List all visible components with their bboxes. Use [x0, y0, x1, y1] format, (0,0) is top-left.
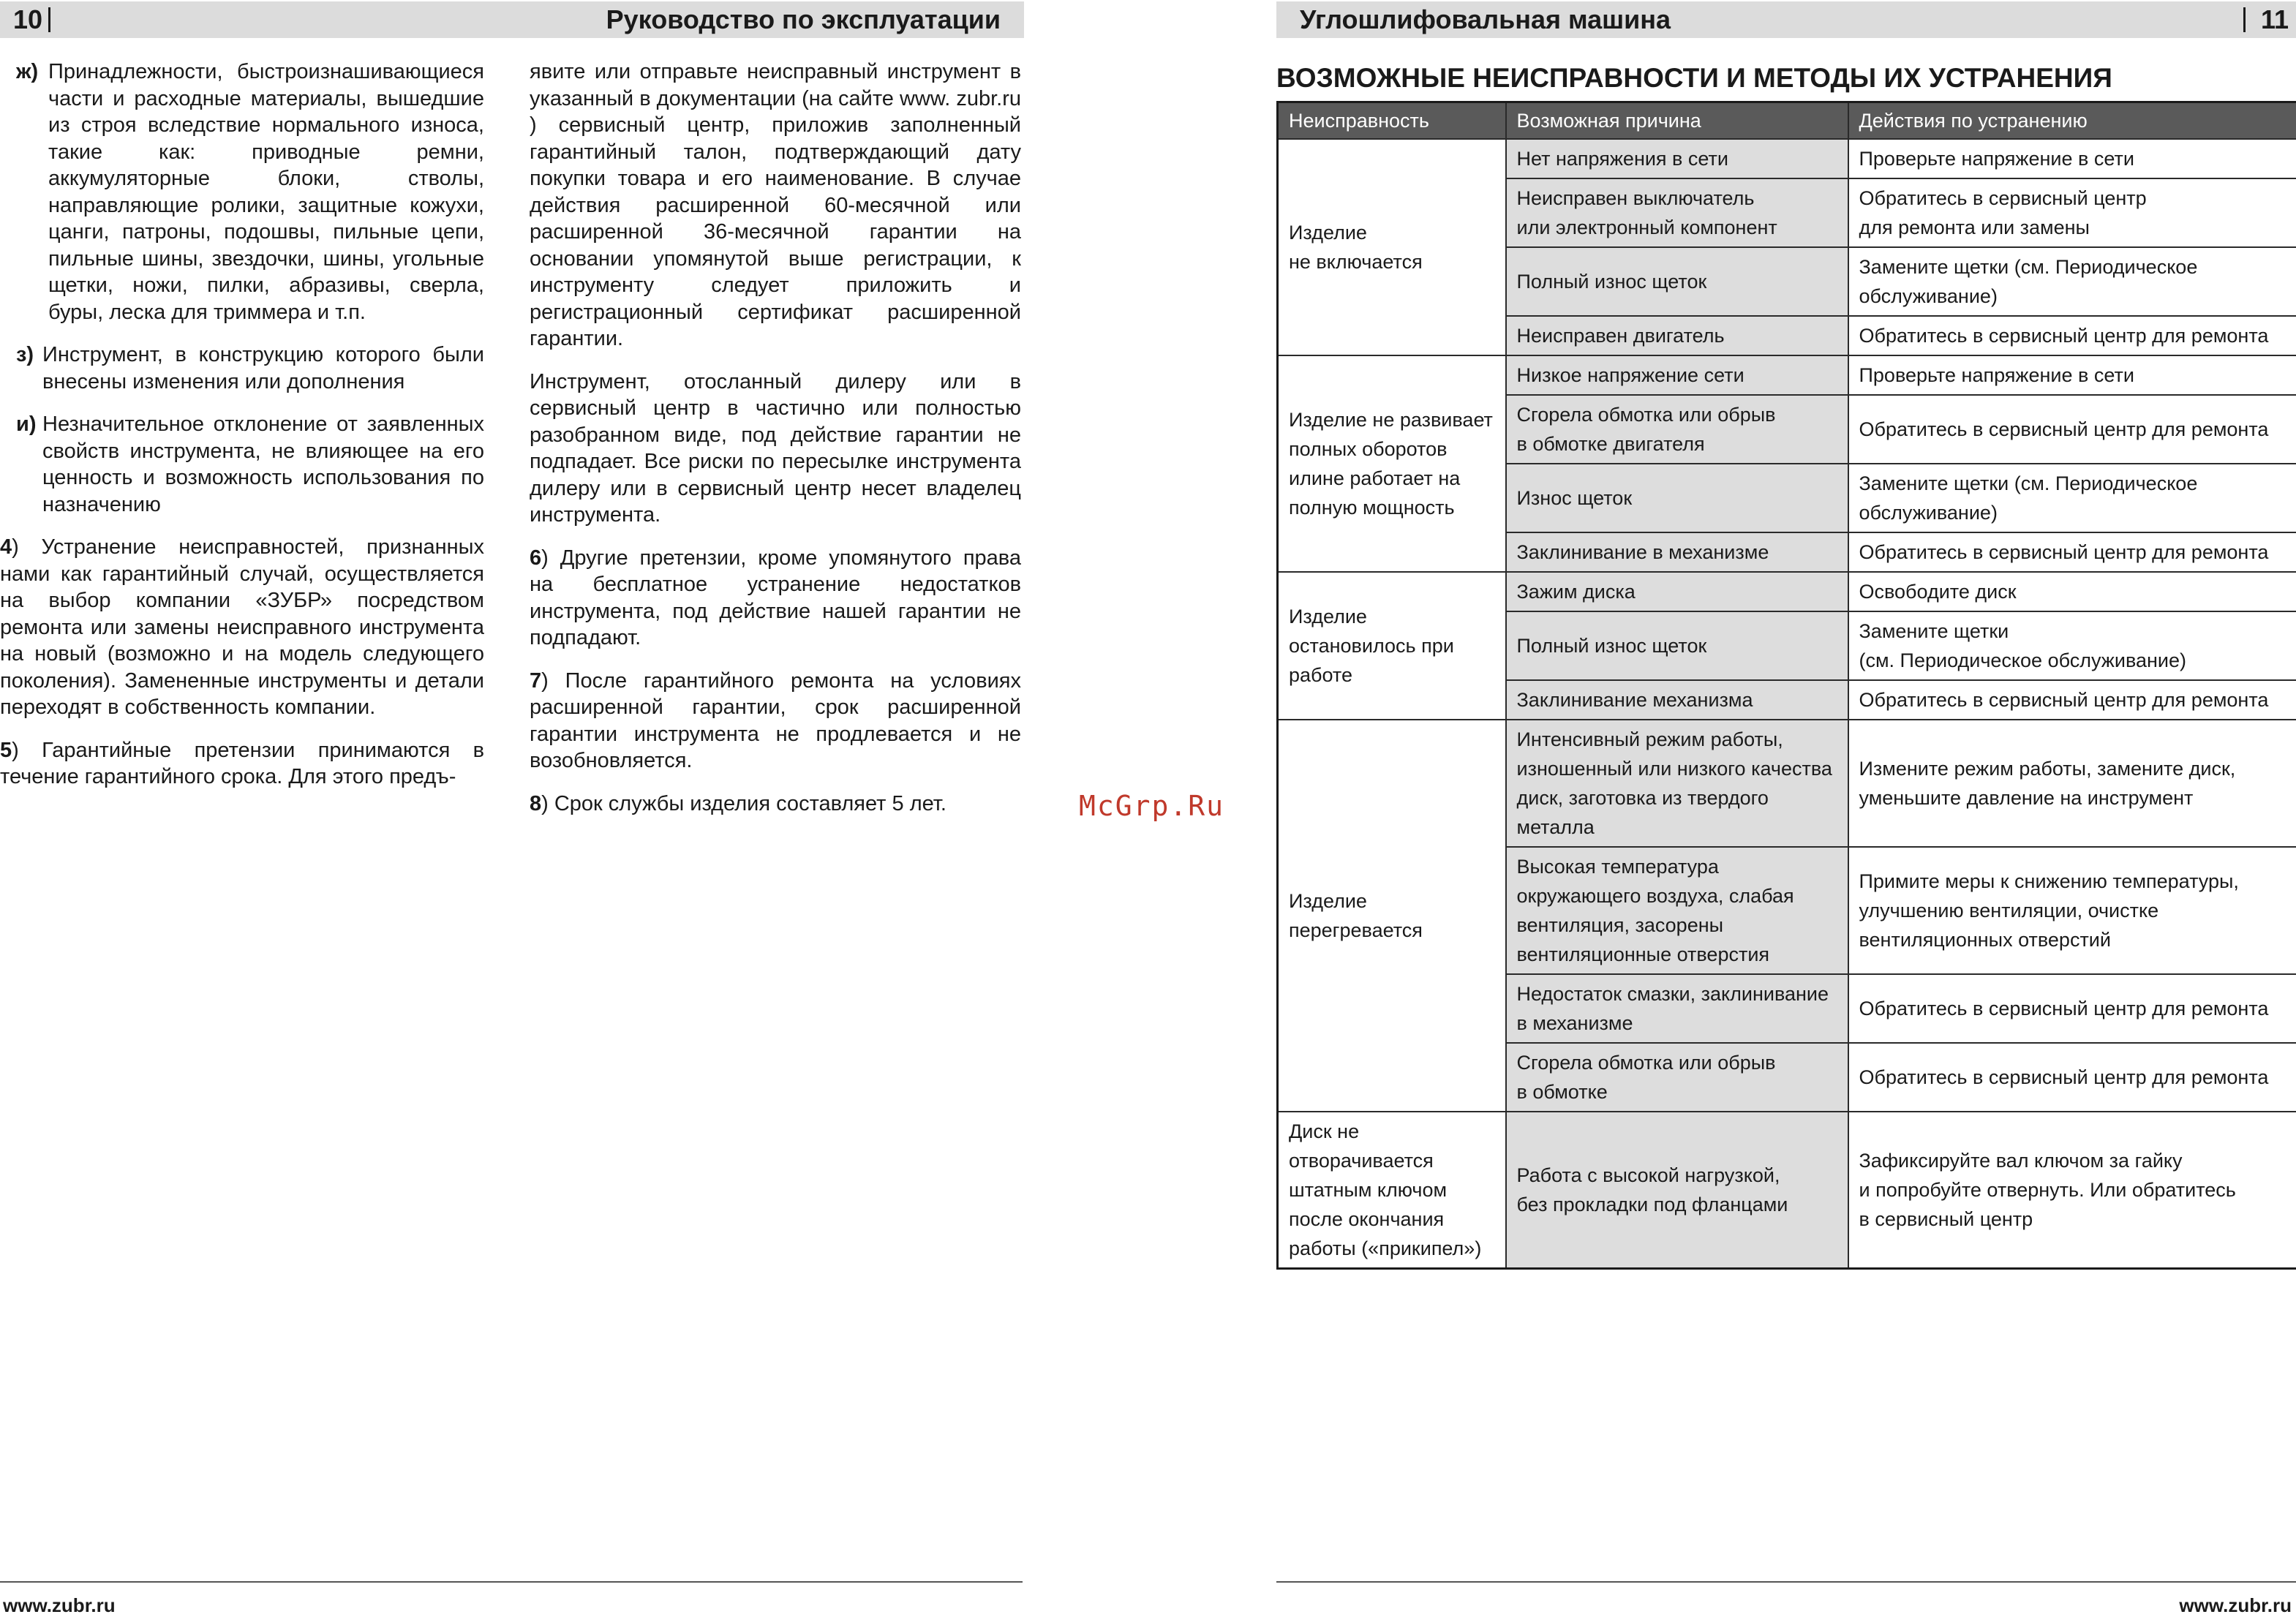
paragraph-number: 5: [0, 739, 12, 762]
cause-cell: Высокая температура окружающего воздуха, слабая вентиляция, засорены вентиляционные отверстия: [1506, 847, 1848, 974]
table-row: [1278, 572, 2296, 611]
watermark: McGrp.Ru: [1079, 790, 1224, 822]
cause-cell: Полный износ щеток: [1506, 247, 1848, 316]
action-cell: Обратитесь в сервисный центр для ремонта: [1848, 1043, 2296, 1112]
list-text: Принадлежности, быстроизнашивающиеся части и расходные материалы, вышедшие из строя вследствие нормального износа, такие как: приводные ремни, аккумуляторные блоки, стволы, направляющие ролики, защитные кожухи, цанги, патроны, подошвы, пильные цепи, пильные шины, звездочки, шины, угольные щетки, ножи, пилки, абразивы, сверла, буры, леска для триммера и т.п.: [48, 59, 484, 325]
action-cell: Замените щетки (см. Периодическое обслуживание): [1848, 464, 2296, 532]
action-cell: Зафиксируйте вал ключом за гайку и попробуйте отвернуть. Или обратитесь в сервисный центр: [1848, 1112, 2296, 1269]
page-number: 11: [2261, 1, 2289, 38]
footer-url[interactable]: www.zubr.ru: [2179, 1594, 2292, 1617]
header-title: Руководство по эксплуатации: [606, 1, 1001, 38]
list-item-z: [0, 342, 484, 395]
action-cell: Замените щетки (см. Периодическое обслуживание): [1848, 247, 2296, 316]
cause-cell: Работа с высокой нагрузкой, без прокладки под фланцами: [1506, 1112, 1848, 1269]
action-cell: Обратитесь в сервисный центр для ремонта: [1848, 532, 2296, 572]
action-cell: Обратитесь в сервисный центр для ремонта: [1848, 680, 2296, 720]
list-key: з): [16, 342, 42, 395]
action-cell: Проверьте напряжение в сети: [1848, 355, 2296, 395]
paragraph-8: [530, 791, 1021, 818]
header-separator: [48, 7, 50, 32]
fault-cell: Диск не отворачивается штатным ключом после окончания работы («прикипел»): [1278, 1112, 1506, 1269]
column-header-fault: Неисправность: [1278, 102, 1506, 140]
action-cell: Освободите диск: [1848, 572, 2296, 611]
paragraph-text: ) После гарантийного ремонта на условиях расширенной гарантии, срок расширенной гарантии инструмента не продлевается и не возобновляется.: [530, 669, 1021, 773]
table-row: [1278, 1112, 2296, 1269]
cause-cell: Неисправен двигатель: [1506, 316, 1848, 355]
column-header-action: Действия по устранению: [1848, 102, 2296, 140]
text-column-1: [0, 59, 484, 807]
fault-cell: Изделие перегревается: [1278, 720, 1506, 1112]
cause-cell: Сгорела обмотка или обрыв в обмотке: [1506, 1043, 1848, 1112]
paragraph-5: [0, 737, 484, 791]
paragraph-shipping: Инструмент, отосланный дилеру или в сервисный центр в частично или полностью разобранном виде, под действие гарантии не подпадает. Все риски по пересылке инструмента дилеру или в сервисный центр несет владелец инструмента.: [530, 369, 1021, 529]
cause-cell: Сгорела обмотка или обрыв в обмотке двигателя: [1506, 395, 1848, 464]
paragraph-continued: явите или отправьте неисправный инструмент в указанный в документации (на сайте www. zubr.ru ) сервисный центр, приложив заполненный гарантийный талон, подтверждающий дату покупки товара и его наименование. В случае действия расширенной 60-месячной или расширенной 36-месячной гарантии на основании упомянутой выше регистрации, к инструменту следует приложить и регистрационный сертификат расширенной гарантии.: [530, 59, 1021, 353]
paragraph-6: [530, 545, 1021, 652]
table-header-row: [1278, 102, 2296, 140]
cause-cell: Заклинивание в механизме: [1506, 532, 1848, 572]
table-row: [1278, 720, 2296, 847]
cause-cell: Интенсивный режим работы, изношенный или низкого качества диск, заготовка из твердого металла: [1506, 720, 1848, 847]
right-page: [1276, 0, 2296, 1616]
footer-divider: [1276, 1581, 2296, 1583]
cause-cell: Недостаток смазки, заклинивание в механизме: [1506, 974, 1848, 1043]
header-title: Углошлифовальная машина: [1300, 1, 1671, 38]
action-cell: Обратитесь в сервисный центр для ремонта: [1848, 395, 2296, 464]
table-row: [1278, 139, 2296, 178]
page-number: 10: [13, 1, 42, 38]
left-page: [0, 0, 1024, 1616]
column-header-cause: Возможная причина: [1506, 102, 1848, 140]
cause-cell: Неисправен выключатель или электронный компонент: [1506, 178, 1848, 247]
cause-cell: Заклинивание механизма: [1506, 680, 1848, 720]
paragraph-number: 6: [530, 546, 541, 570]
list-item-i: [0, 411, 484, 518]
cause-cell: Нет напряжения в сети: [1506, 139, 1848, 178]
fault-cell: Изделие не развивает полных оборотов илине работает на полную мощность: [1278, 355, 1506, 572]
table-row: [1278, 355, 2296, 395]
table-body: [1278, 139, 2296, 1269]
header-separator: [2243, 7, 2246, 32]
action-cell: Проверьте напряжение в сети: [1848, 139, 2296, 178]
action-cell: Обратитесь в сервисный центр для ремонта: [1848, 316, 2296, 355]
paragraph-number: 8: [530, 792, 541, 815]
fault-cell: Изделие остановилось при работе: [1278, 572, 1506, 720]
paragraph-text: ) Другие претензии, кроме упомянутого права на бесплатное устранение недостатков инструмента, под действие нашей гарантии не подпадают.: [530, 546, 1021, 650]
cause-cell: Зажим диска: [1506, 572, 1848, 611]
list-text: Инструмент, в конструкцию которого были внесены изменения или дополнения: [42, 342, 484, 395]
action-cell: Обратитесь в сервисный центр для ремонта: [1848, 974, 2296, 1043]
list-key: ж): [16, 59, 48, 325]
fault-cell: Изделие не включается: [1278, 139, 1506, 355]
list-item-zh: [0, 59, 484, 325]
cause-cell: Износ щеток: [1506, 464, 1848, 532]
cause-cell: Полный износ щеток: [1506, 611, 1848, 680]
text-column-2: [530, 59, 1021, 833]
action-cell: Примите меры к снижению температуры, улучшению вентиляции, очистке вентиляционных отверстий: [1848, 847, 2296, 974]
paragraph-7: [530, 668, 1021, 774]
action-cell: Измените режим работы, замените диск, уменьшите давление на инструмент: [1848, 720, 2296, 847]
list-text: Незначительное отклонение от заявленных свойств инструмента, не влияющее на его ценность и возможность использования по назначению: [42, 411, 484, 518]
list-key: и): [16, 411, 42, 518]
cause-cell: Низкое напряжение сети: [1506, 355, 1848, 395]
paragraph-text: ) Гарантийные претензии принимаются в течение гарантийного срока. Для этого предъ-: [0, 739, 484, 789]
section-title: ВОЗМОЖНЫЕ НЕИСПРАВНОСТИ И МЕТОДЫ ИХ УСТРАНЕНИЯ: [1276, 63, 2112, 94]
action-cell: Обратитесь в сервисный центр для ремонта или замены: [1848, 178, 2296, 247]
paragraph-number: 7: [530, 669, 541, 693]
action-cell: Замените щетки (см. Периодическое обслуживание): [1848, 611, 2296, 680]
paragraph-4: [0, 534, 484, 721]
troubleshooting-table: [1276, 101, 2296, 1270]
paragraph-text: ) Устранение неисправностей, признанных нами как гарантийный случай, осуществляется на выбор компании «ЗУБР» посредством ремонта или замены неисправного инструмента на новый (возможно и на модель следующего поколения). Замененные инструменты и детали переходят в собственность компании.: [0, 535, 484, 719]
paragraph-text: ) Срок службы изделия составляет 5 лет.: [541, 792, 946, 815]
paragraph-number: 4: [0, 535, 12, 559]
footer-url[interactable]: www.zubr.ru: [3, 1594, 116, 1617]
footer-divider: [0, 1581, 1023, 1583]
